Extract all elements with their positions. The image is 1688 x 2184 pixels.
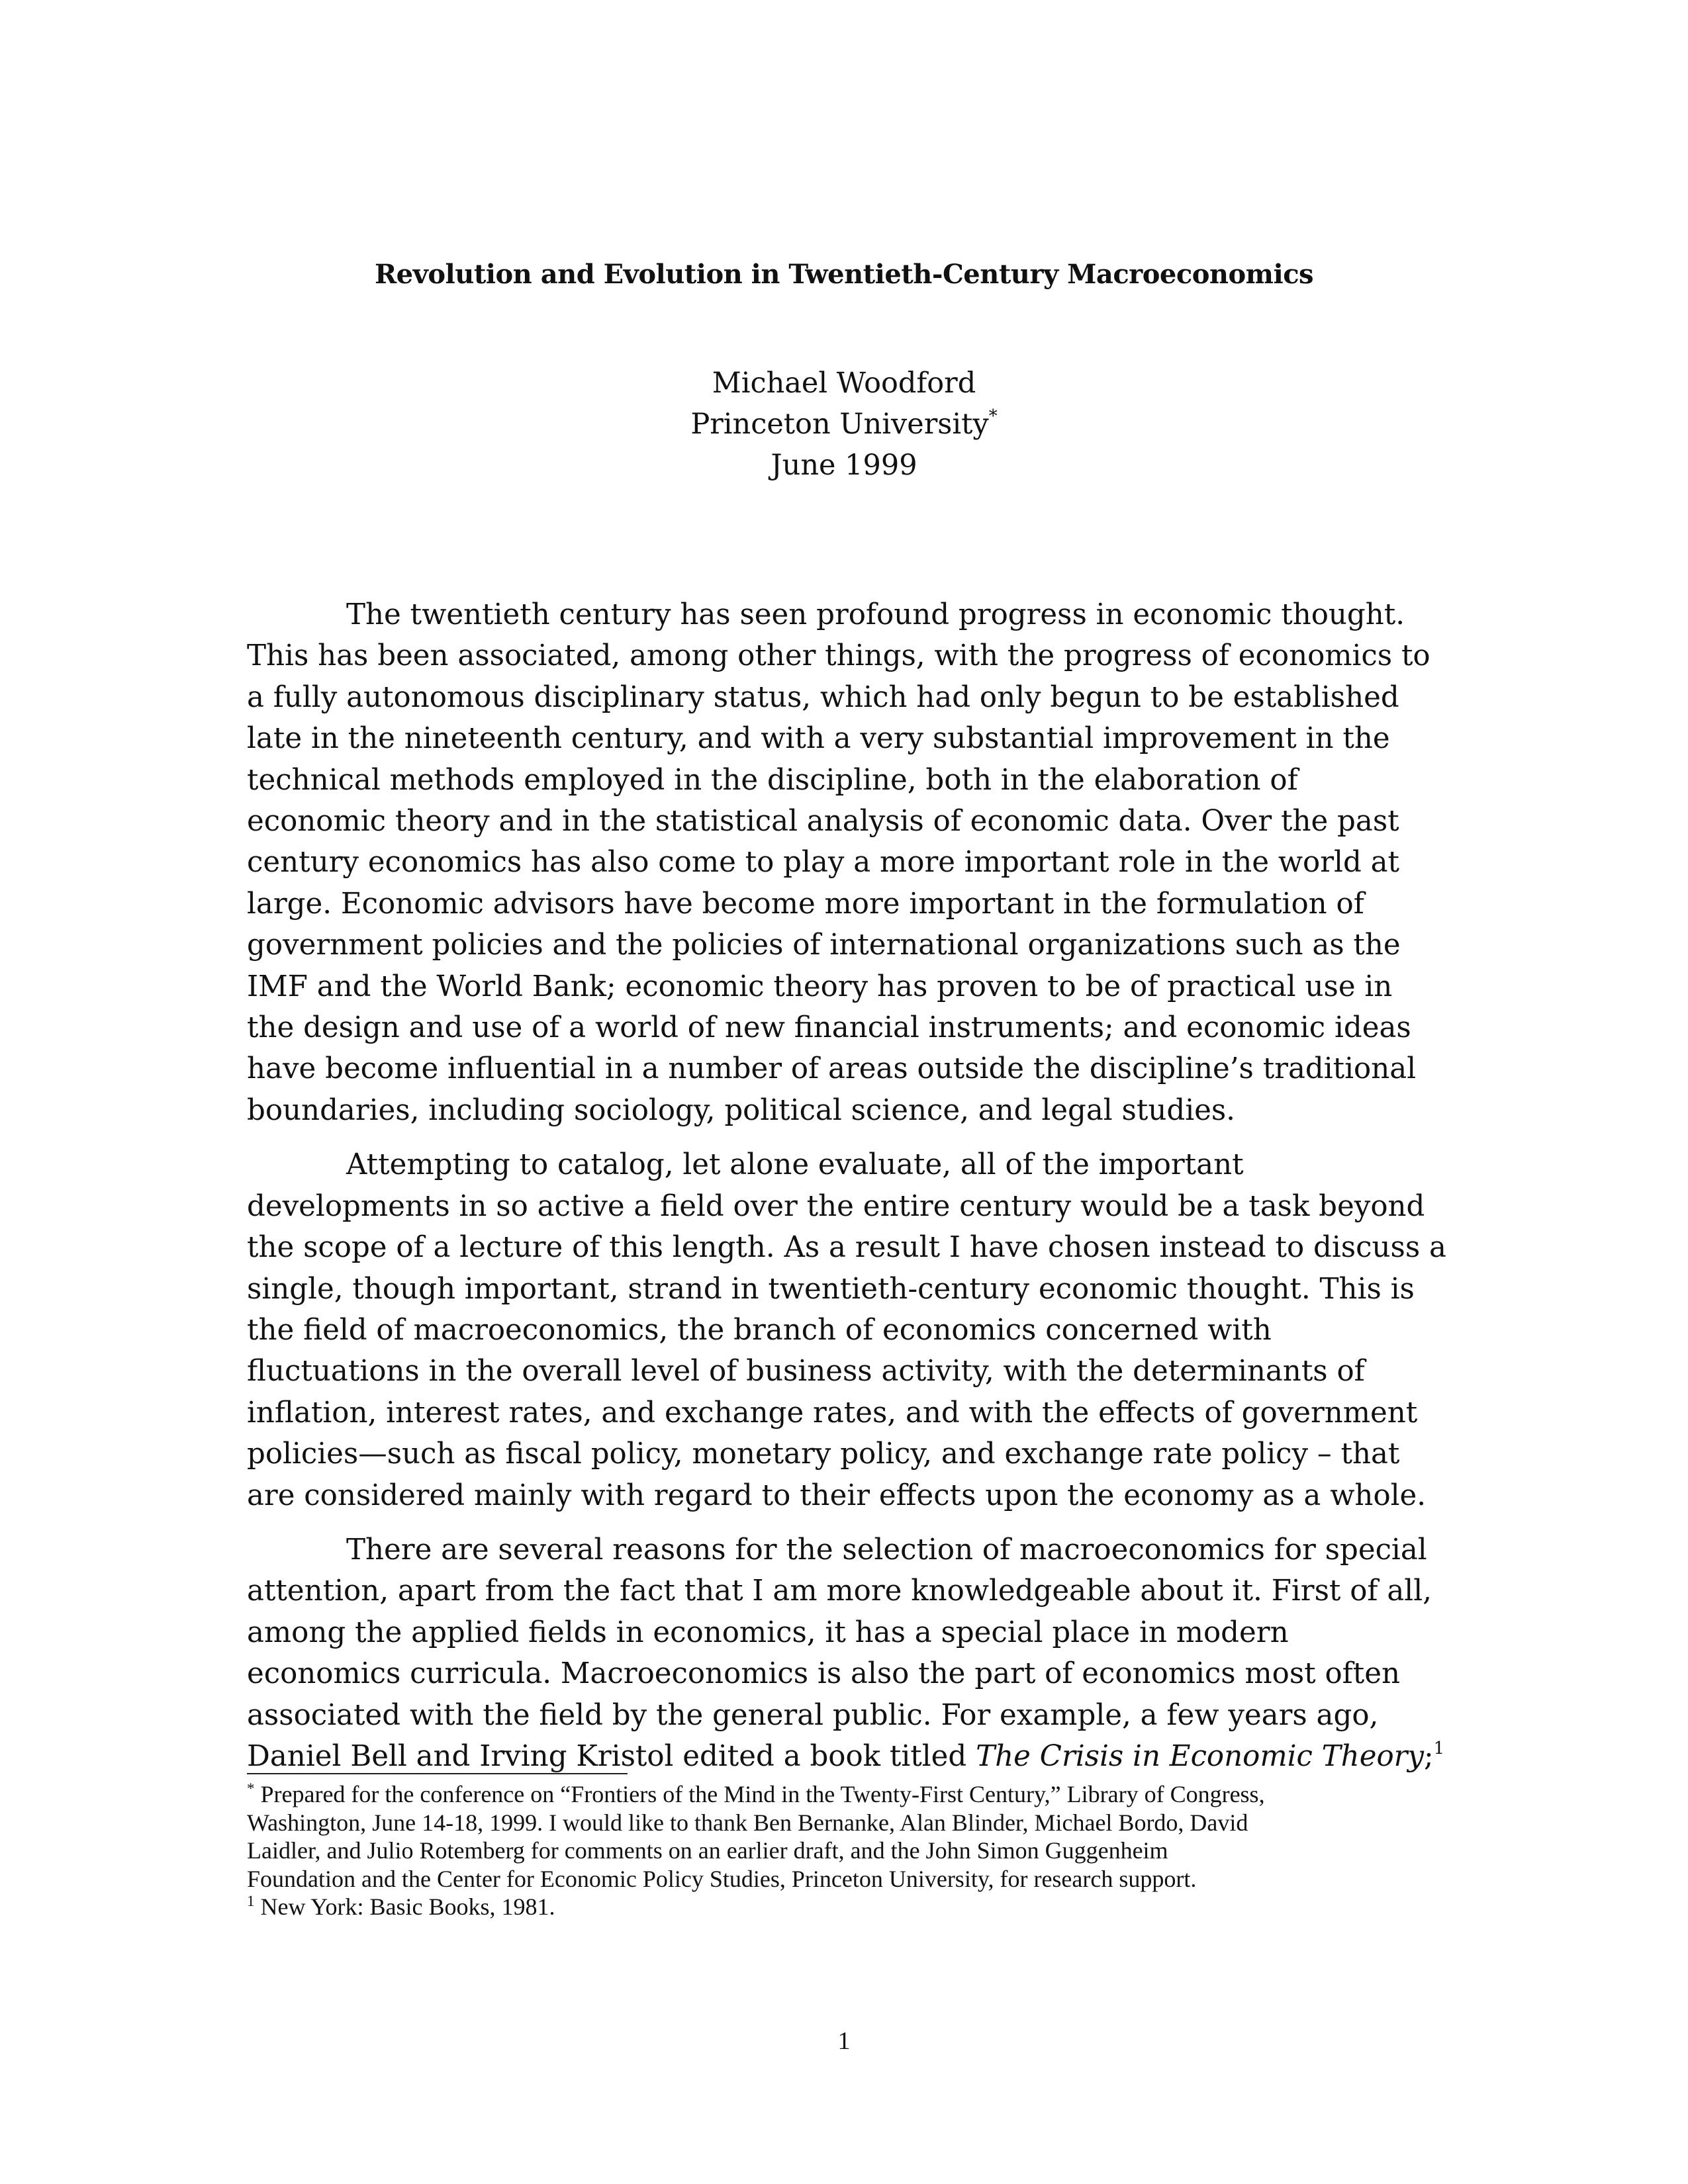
text-line: boundaries, including sociology, political science, and legal studies. <box>247 1093 1235 1127</box>
text-line: attention, apart from the fact that I am more knowledgeable about it. First of all, <box>247 1574 1432 1608</box>
body-text <box>247 594 1452 1777</box>
paragraph-2 <box>247 1144 1452 1516</box>
text-line: associated with the field by the general public. For example, a few years ago, <box>247 1698 1379 1732</box>
footnote-separator <box>247 1773 628 1774</box>
footnote-text: New York: Basic Books, 1981. <box>254 1893 555 1920</box>
text-line: century economics has also come to play a more important role in the world at <box>247 846 1400 880</box>
text-line: the design and use of a world of new financial instruments; and economic ideas <box>247 1011 1411 1045</box>
text-line: Attempting to catalog, let alone evaluate, all of the important <box>346 1148 1244 1182</box>
text-line: The twentieth century has seen profound progress in economic thought. <box>346 598 1405 631</box>
footnote-text: Prepared for the conference on “Frontiers of the Mind in the Twenty-First Century,” Library of Congress, <box>254 1781 1265 1807</box>
text-line: the scope of a lecture of this length. As a result I have chosen instead to discuss a <box>247 1231 1446 1265</box>
paragraph-3 <box>247 1529 1452 1777</box>
footnote-mark: * <box>247 1780 255 1797</box>
text-line: the field of macroeconomics, the branch of economics concerned with <box>247 1313 1272 1347</box>
paper-title: Revolution and Evolution in Twentieth-Century Macroeconomics <box>374 259 1314 290</box>
text-line-with-citation <box>247 1736 1452 1777</box>
text-segment: Daniel Bell and Irving Kristol edited a book titled <box>247 1739 976 1773</box>
book-title: The Crisis in Economic Theory <box>976 1739 1425 1773</box>
text-line: This has been associated, among other things, with the progress of economics to <box>247 639 1430 673</box>
text-line: government policies and the policies of international organizations such as the <box>247 929 1401 962</box>
footnote-star <box>247 1780 1452 1893</box>
affiliation-footnote-mark: * <box>988 406 998 426</box>
text-line: inflation, interest rates, and exchange rates, and with the effects of government <box>247 1396 1418 1430</box>
author-affiliation-line <box>0 404 1688 445</box>
text-line: a fully autonomous disciplinary status, which had only begun to be established <box>247 680 1399 714</box>
author-affiliation: Princeton University <box>690 408 989 441</box>
footnote-line <box>247 1893 1452 1921</box>
text-line: IMF and the World Bank; economic theory has proven to be of practical use in <box>247 970 1393 1003</box>
footnote-1 <box>247 1893 1452 1921</box>
text-line: fluctuations in the overall level of business activity, with the determinants of <box>247 1355 1365 1388</box>
text-line: There are several reasons for the selection of macroeconomics for special <box>346 1533 1427 1567</box>
text-line: economic theory and in the statistical analysis of economic data. Over the past <box>247 805 1399 839</box>
footnote-mark: 1 <box>247 1893 255 1909</box>
footnote-line: Laidler, and Julio Rotemberg for comments on an earlier draft, and the John Simon Guggenheim <box>247 1837 1168 1864</box>
footnote-reference-mark: 1 <box>1433 1738 1445 1758</box>
text-line: policies—such as fiscal policy, monetary policy, and exchange rate policy – that <box>247 1437 1400 1471</box>
text-line: late in the nineteenth century, and with a very substantial improvement in the <box>247 722 1390 756</box>
author-name: Michael Woodford <box>712 367 976 400</box>
text-line: are considered mainly with regard to their effects upon the economy as a whole. <box>247 1479 1427 1512</box>
text-line: technical methods employed in the discipline, both in the elaboration of <box>247 763 1298 797</box>
author-block <box>0 363 1688 486</box>
footnotes <box>247 1780 1452 1921</box>
paragraph-1 <box>247 594 1452 1131</box>
text-line: have become influential in a number of areas outside the discipline’s traditional <box>247 1052 1417 1086</box>
text-line: economics curricula. Macroeconomics is also the part of economics most often <box>247 1657 1401 1691</box>
footnote-line <box>247 1780 1452 1809</box>
text-line: developments in so active a field over the entire century would be a task beyond <box>247 1189 1425 1223</box>
text-line: large. Economic advisors have become more important in the formulation of <box>247 887 1364 921</box>
text-line: among the applied fields in economics, it has a special place in modern <box>247 1615 1289 1649</box>
text-segment: ; <box>1424 1739 1434 1773</box>
footnote-line: Washington, June 14-18, 1999. I would like to thank Ben Bernanke, Alan Blinder, Michael Bordo, David <box>247 1809 1248 1836</box>
page-number: 1 <box>837 2027 851 2055</box>
paper-date: June 1999 <box>771 449 917 482</box>
text-line: single, though important, strand in twentieth-century economic thought. This is <box>247 1272 1415 1306</box>
footnote-line: Foundation and the Center for Economic Policy Studies, Princeton University, for research support. <box>247 1865 1197 1892</box>
